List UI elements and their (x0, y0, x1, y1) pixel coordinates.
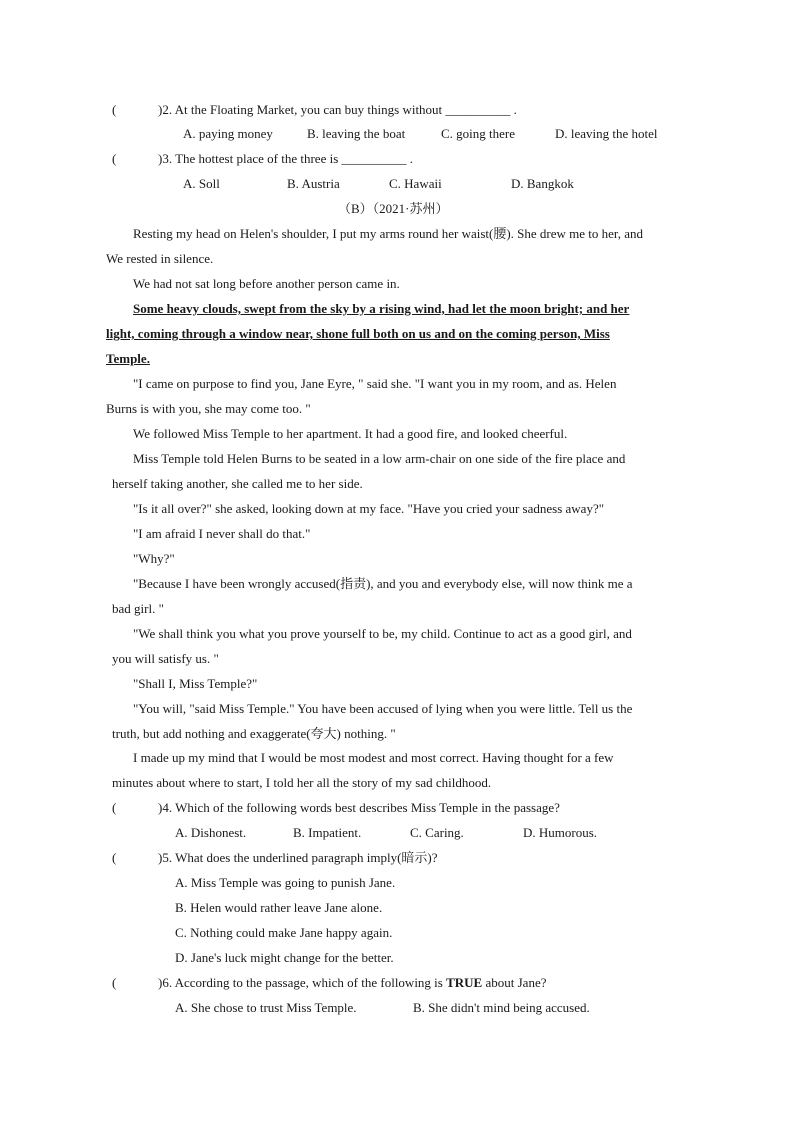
passage-line: "Is it all over?" she asked, looking down at my face. "Have you cried your sadness away?" (133, 501, 605, 516)
q2-option-b: B. leaving the boat (307, 126, 406, 141)
q4-option-d: D. Humorous. (523, 825, 598, 840)
q2-stem: )2. At the Floating Market, you can buy things without __________ . (158, 102, 517, 117)
q3-option-a: A. Soll (183, 176, 220, 191)
q5-option-b: B. Helen would rather leave Jane alone. (175, 900, 383, 915)
underlined-paragraph-line: Temple. (106, 351, 150, 366)
passage-line: "I am afraid I never shall do that." (133, 526, 311, 541)
q6-option-b: B. She didn't mind being accused. (413, 1000, 590, 1015)
passage-line: truth, but add nothing and exaggerate(夸大) nothing. " (112, 726, 396, 741)
q6-paren: ( (112, 975, 117, 990)
section-b-heading: （B）（2021·苏州） (338, 201, 449, 216)
passage-line: "Why?" (133, 551, 175, 566)
passage-line: "I came on purpose to find you, Jane Eyre, " said she. "I want you in my room, and as. Helen (133, 376, 617, 391)
q3-stem: )3. The hottest place of the three is __________ . (158, 151, 414, 166)
underlined-paragraph-line: Some heavy clouds, swept from the sky by a rising wind, had let the moon bright; and her (133, 301, 630, 316)
passage-line: you will satisfy us. " (112, 651, 219, 666)
q2-option-c: C. going there (441, 126, 516, 141)
underlined-paragraph-line: light, coming through a window near, shone full both on us and on the coming person, Miss (106, 326, 610, 341)
q5-option-a: A. Miss Temple was going to punish Jane. (175, 875, 396, 890)
q3-option-d: D. Bangkok (511, 176, 574, 191)
q2-option-d: D. leaving the hotel (555, 126, 658, 141)
passage-line: Burns is with you, she may come too. " (106, 401, 311, 416)
passage-line: Miss Temple told Helen Burns to be seated in a low arm-chair on one side of the fire place and (133, 451, 626, 466)
q4-stem: )4. Which of the following words best describes Miss Temple in the passage? (158, 800, 560, 815)
q6-stem-post: about Jane? (482, 975, 547, 990)
q4-option-b: B. Impatient. (293, 825, 362, 840)
q4-option-c: C. Caring. (410, 825, 464, 840)
q5-option-c: C. Nothing could make Jane happy again. (175, 925, 393, 940)
passage-line: bad girl. " (112, 601, 164, 616)
passage-line: Resting my head on Helen's shoulder, I put my arms round her waist(腰). She drew me to her, and (133, 226, 643, 241)
passage-line: "Because I have been wrongly accused(指责), and you and everybody else, will now think me a (133, 576, 633, 591)
q3-paren: ( (112, 151, 117, 166)
q4-option-a: A. Dishonest. (175, 825, 247, 840)
passage-line: "Shall I, Miss Temple?" (133, 676, 258, 691)
passage-line: I made up my mind that I would be most modest and most correct. Having thought for a few (133, 750, 614, 765)
q5-option-d: D. Jane's luck might change for the better. (175, 950, 394, 965)
q6-option-a: A. She chose to trust Miss Temple. (175, 1000, 357, 1015)
q6-stem-pre: )6. According to the passage, which of the following is (158, 975, 447, 990)
q2-option-a: A. paying money (183, 126, 273, 141)
q6-stem-bold: TRUE (446, 975, 483, 990)
q2-paren: ( (112, 102, 117, 117)
passage-line: minutes about where to start, I told her all the story of my sad childhood. (112, 775, 492, 790)
q3-option-b: B. Austria (287, 176, 340, 191)
q6-stem (158, 974, 547, 992)
passage-line: "We shall think you what you prove yourself to be, my child. Continue to act as a good girl, and (133, 626, 632, 641)
passage-line: "You will, "said Miss Temple." You have been accused of lying when you were little. Tell us the (133, 701, 633, 716)
q5-stem: )5. What does the underlined paragraph imply(暗示)? (158, 850, 438, 865)
passage-line: We had not sat long before another person came in. (133, 276, 400, 291)
passage-line: herself taking another, she called me to her side. (112, 476, 363, 491)
q4-paren: ( (112, 800, 117, 815)
q5-paren: ( (112, 850, 117, 865)
passage-line: We followed Miss Temple to her apartment. It had a good fire, and looked cheerful. (133, 426, 568, 441)
q3-option-c: C. Hawaii (389, 176, 442, 191)
passage-line: We rested in silence. (106, 251, 214, 266)
